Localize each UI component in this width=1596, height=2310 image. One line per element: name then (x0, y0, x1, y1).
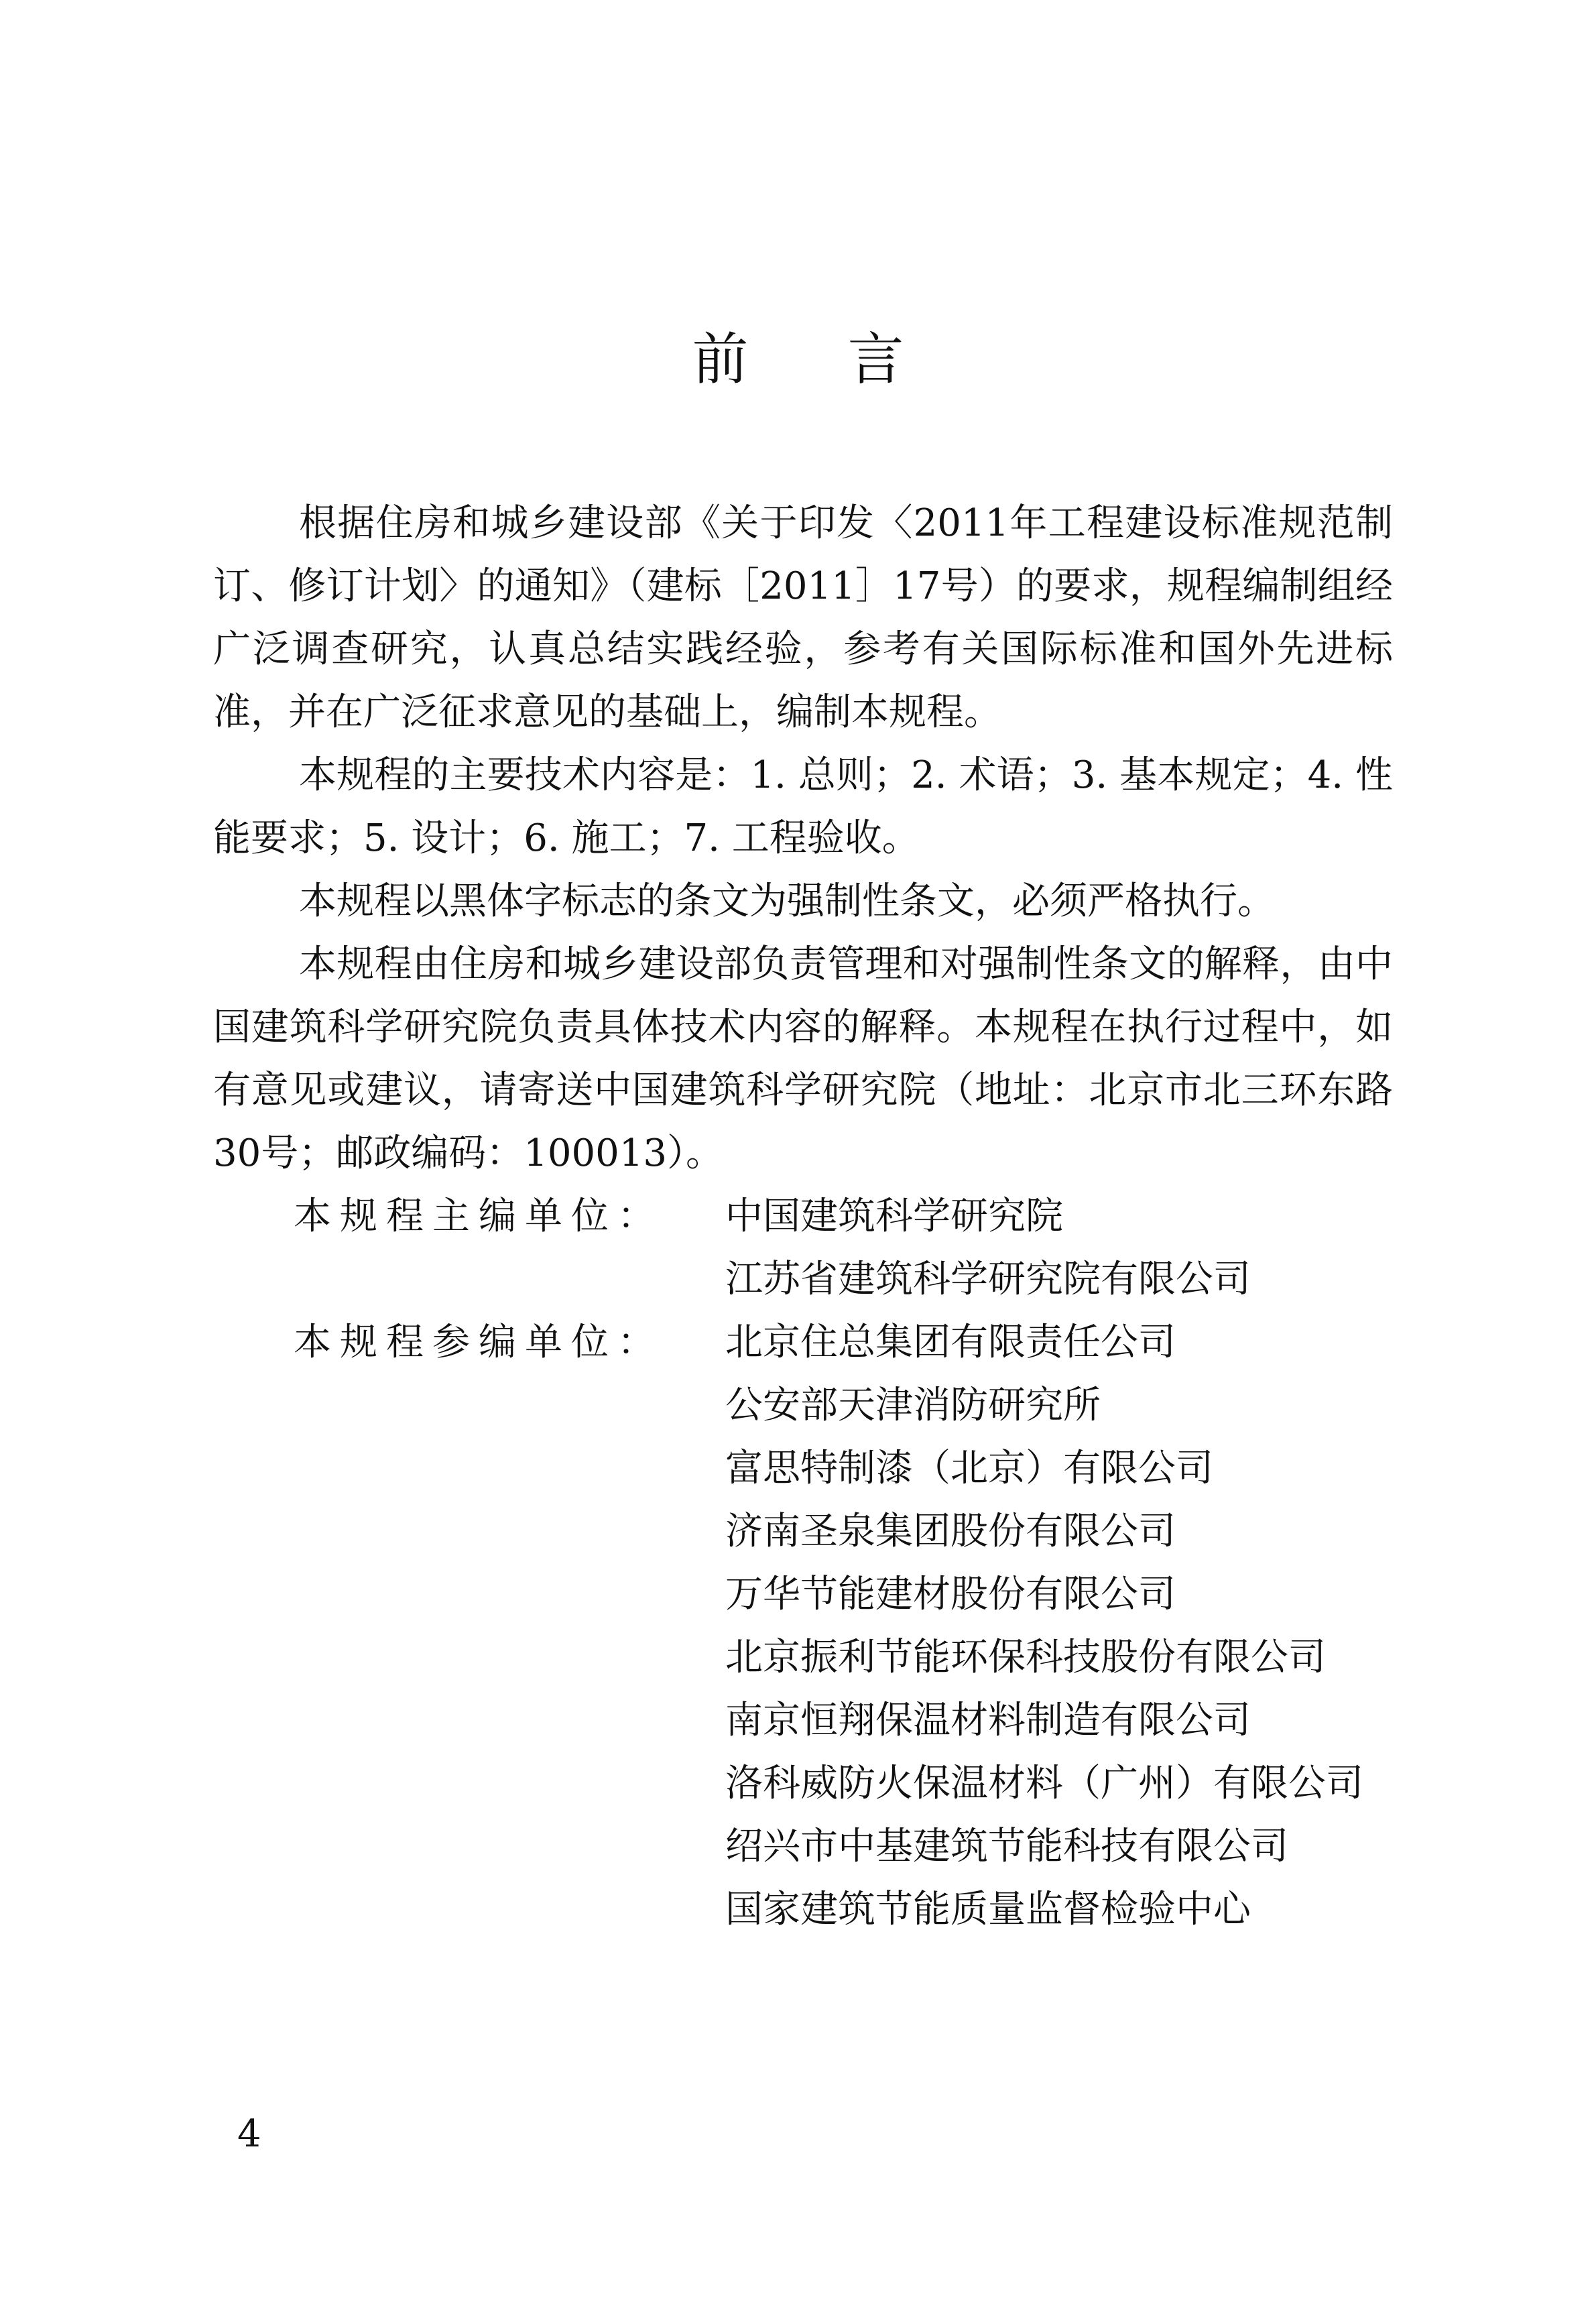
participating-units-section (213, 1311, 1393, 1941)
list-item: 公安部天津消防研究所 (725, 1384, 1101, 1427)
chief-units-section (213, 1185, 1393, 1311)
paragraph-mandatory-clauses: 本规程以黑体字标志的条文为强制性条文，必须严格执行。 (299, 879, 1275, 923)
chief-units-list (725, 1185, 1393, 1311)
participating-units-label: 本规程参编单位： (294, 1321, 664, 1364)
list-item: 国家建筑节能质量监督检验中心 (725, 1888, 1251, 1931)
list-item: 富思特制漆（北京）有限公司 (725, 1447, 1213, 1490)
list-item: 洛科威防火保温材料（广州）有限公司 (725, 1762, 1363, 1805)
list-item: 南京恒翔保温材料制造有限公司 (725, 1699, 1251, 1742)
preface-body (213, 492, 1393, 1941)
list-item: 江苏省建筑科学研究院有限公司 (725, 1258, 1251, 1301)
list-item: 万华节能建材股份有限公司 (725, 1573, 1176, 1616)
list-item: 绍兴市中基建筑节能科技有限公司 (725, 1825, 1288, 1868)
paragraph-technical-content: 本规程的主要技术内容是：1. 总则；2. 术语；3. 基本规定；4. 性能要求；5. 设计；6. 施工；7. 工程验收。 (213, 753, 1393, 860)
participating-units-list (725, 1311, 1393, 1941)
paragraph-background: 根据住房和城乡建设部《关于印发〈2011年工程建设标准规范制订、修订计划〉的通知》（建标［2011］17号）的要求，规程编制组经广泛调查研究，认真总结实践经验，参考有关国际标准和国外先进标准，并在广泛征求意见的基础上，编制本规程。 (213, 501, 1393, 734)
list-item: 济南圣泉集团股份有限公司 (725, 1510, 1176, 1553)
paragraph-management: 本规程由住房和城乡建设部负责管理和对强制性条文的解释，由中国建筑科学研究院负责具体技术内容的解释。本规程在执行过程中，如有意见或建议，请寄送中国建筑科学研究院（地址：北京市北三环东路30号；邮政编码：100013）。 (213, 943, 1393, 1175)
list-item: 中国建筑科学研究院 (725, 1195, 1063, 1238)
list-item: 北京住总集团有限责任公司 (725, 1321, 1176, 1364)
page-title: 前言 (692, 326, 1003, 392)
chief-units-label: 本规程主编单位： (294, 1195, 664, 1238)
page-number: 4 (237, 2112, 261, 2156)
list-item: 北京振利节能环保科技股份有限公司 (725, 1636, 1326, 1679)
